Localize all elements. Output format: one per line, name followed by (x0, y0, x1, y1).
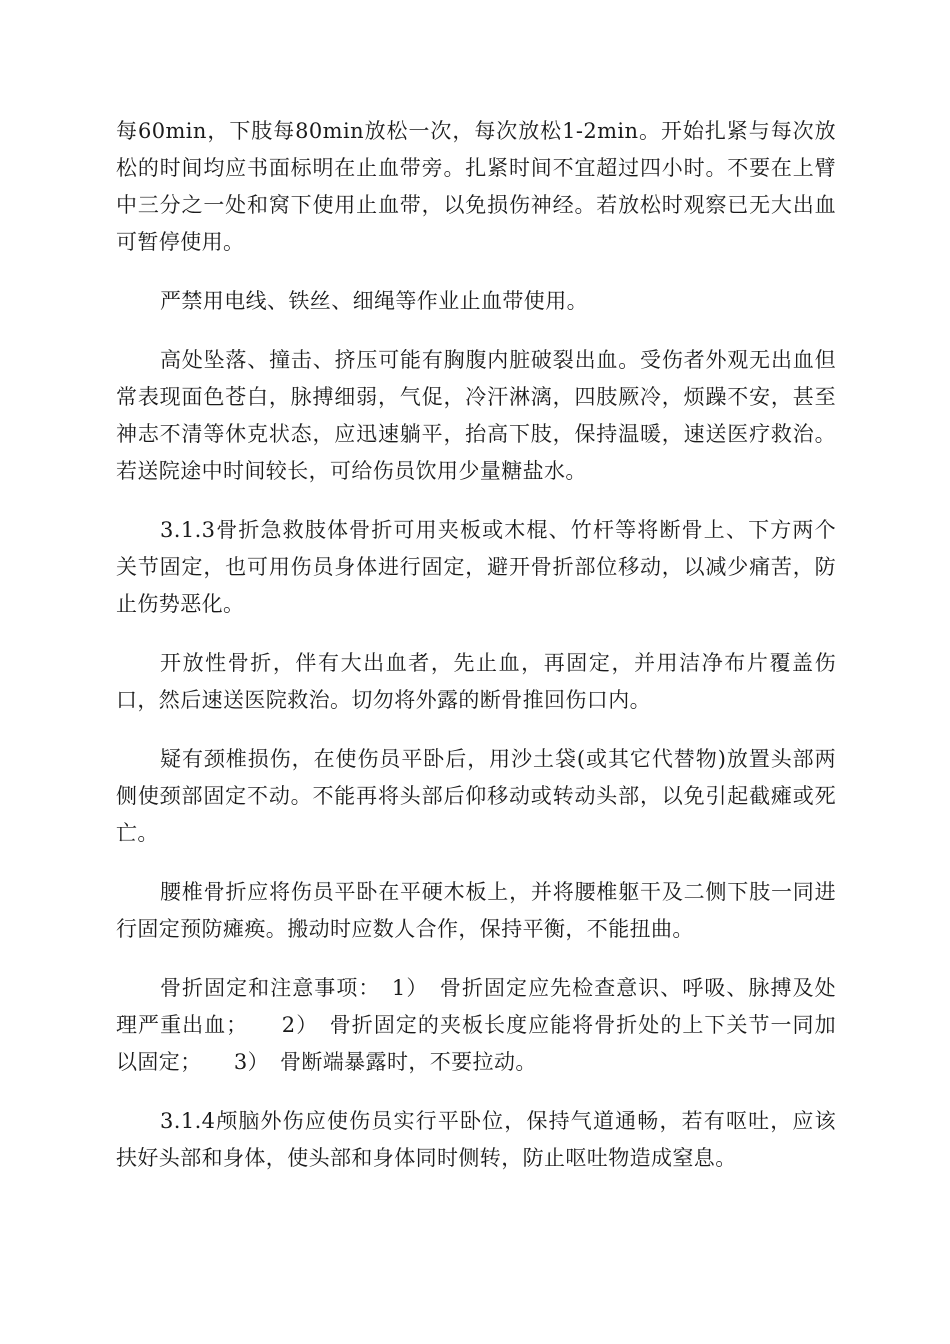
paragraph-fracture-precautions: 骨折固定和注意事项： 1） 骨折固定应先检查意识、呼吸、脉搏及处理严重出血； 2） 骨折固定的夹板长度应能将骨折处的上下关节一同加以固定； 3） 骨断端暴露时，不要拉动。 (116, 976, 836, 1074)
document-body (116, 113, 836, 1199)
paragraph-fracture-first-aid: 3.1.3骨折急救肢体骨折可用夹板或木棍、竹杆等将断骨上、下方两个关节固定，也可用伤员身体进行固定，避开骨折部位移动，以减少痛苦，防止伤势恶化。 (116, 518, 836, 616)
paragraph-tourniquet-prohibition: 严禁用电线、铁丝、细绳等作业止血带使用。 (160, 289, 588, 313)
paragraph-head-injury: 3.1.4颅脑外伤应使伤员实行平卧位，保持气道通畅，若有呕吐，应该扶好头部和身体，使头部和身体同时侧转，防止呕吐物造成窒息。 (116, 1109, 836, 1170)
paragraph-lumbar-fracture: 腰椎骨折应将伤员平卧在平硬木板上，并将腰椎躯干及二侧下肢一同进行固定预防瘫痪。搬动时应数人合作，保持平衡，不能扭曲。 (116, 880, 836, 941)
paragraph-cervical-injury: 疑有颈椎损伤，在使伤员平卧后，用沙土袋(或其它代替物)放置头部两侧使颈部固定不动。不能再将头部后仰移动或转动头部，以免引起截瘫或死亡。 (116, 747, 836, 845)
paragraph-open-fracture: 开放性骨折，伴有大出血者，先止血，再固定，并用洁净布片覆盖伤口，然后速送医院救治。切勿将外露的断骨推回伤口内。 (116, 651, 836, 712)
paragraph-internal-bleeding: 高处坠落、撞击、挤压可能有胸腹内脏破裂出血。受伤者外观无出血但常表现面色苍白，脉搏细弱，气促，冷汗淋漓，四肢厥冷，烦躁不安，甚至神志不清等休克状态，应迅速躺平，抬高下肢，保持温暖，速送医疗救治。若送院途中时间较长，可给伤员饮用少量糖盐水。 (116, 348, 836, 483)
paragraph-tourniquet-timing: 每60min，下肢每80min放松一次，每次放松1-2min。开始扎紧与每次放松的时间均应书面标明在止血带旁。扎紧时间不宜超过四小时。不要在上臂中三分之一处和窝下使用止血带，以免损伤神经。若放松时观察已无大出血可暂停使用。 (116, 119, 836, 254)
